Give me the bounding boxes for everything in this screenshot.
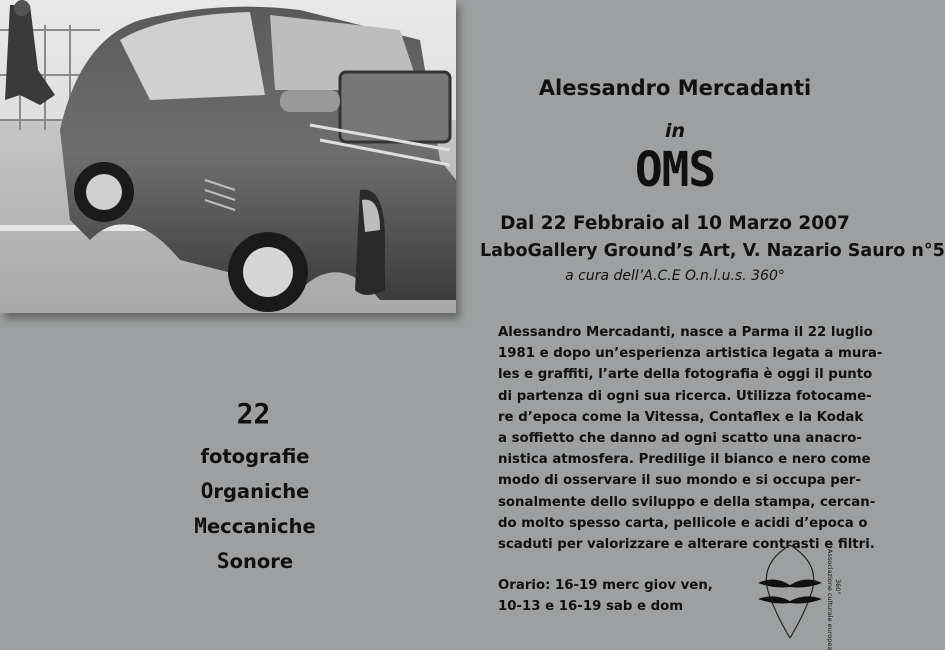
bio-line: Alessandro Mercadanti, nasce a Parma il 22 luglio <box>498 325 873 340</box>
artist-biography <box>498 322 883 555</box>
photo-count: 22 <box>236 397 271 430</box>
logo-text: Associazione culturale europea <box>826 549 834 650</box>
bio-line: do molto spesso carta, pellicole e acidi d’epoca o <box>498 515 868 531</box>
hours-line-2: 10-13 e 16-19 sab e dom <box>498 599 684 614</box>
acronym-block <box>150 440 360 579</box>
car-photo <box>0 0 456 313</box>
association-logo <box>750 543 842 650</box>
artist-name: Alessandro Mercadanti <box>538 76 812 100</box>
acronym-line-s: Sonore <box>216 549 294 573</box>
bio-line: modo di osservare il suo mondo e si occupa per- <box>498 473 861 489</box>
bio-line: re d’epoca come la Vitessa, Contaflex e la Kodak <box>498 409 864 425</box>
show-title: OMS <box>634 140 716 198</box>
logo-number: 360° <box>834 579 842 595</box>
hours-line-1: Orario: 16-19 merc giov ven, <box>498 578 713 593</box>
subtitle-word: fotografie <box>200 445 310 468</box>
curator-credit: a cura dell’A.C.E O.n.l.u.s. 360° <box>565 268 785 284</box>
acronym-line-m: Meccaniche <box>194 514 316 538</box>
bio-line: les e graffiti, l’arte della fotografia è oggi il punto <box>498 367 873 383</box>
acronym-line-o: Organiche <box>200 479 310 503</box>
bio-line: sonalmente dello sviluppo e della stampa, cercan- <box>498 494 876 510</box>
bio-line: di partenza di ogni sua ricerca. Utilizza fotocame- <box>498 388 872 404</box>
bio-line: scaduti per valorizzare e alterare contrasti e filtri. <box>498 537 875 553</box>
bio-line: a soffietto che danno ad ogni scatto una anacro- <box>498 431 862 447</box>
venue-address: LaboGallery Ground’s Art, V. Nazario Sauro n°5 <box>480 241 945 261</box>
in-label: in <box>664 120 686 142</box>
exhibition-dates: Dal 22 Febbraio al 10 Marzo 2007 <box>500 213 850 234</box>
bio-line: nistica atmosfera. Predilige il bianco e nero come <box>498 452 871 468</box>
opening-hours <box>498 575 748 617</box>
bio-line: 1981 e dopo un’esperienza artistica legata a mura- <box>498 346 883 362</box>
